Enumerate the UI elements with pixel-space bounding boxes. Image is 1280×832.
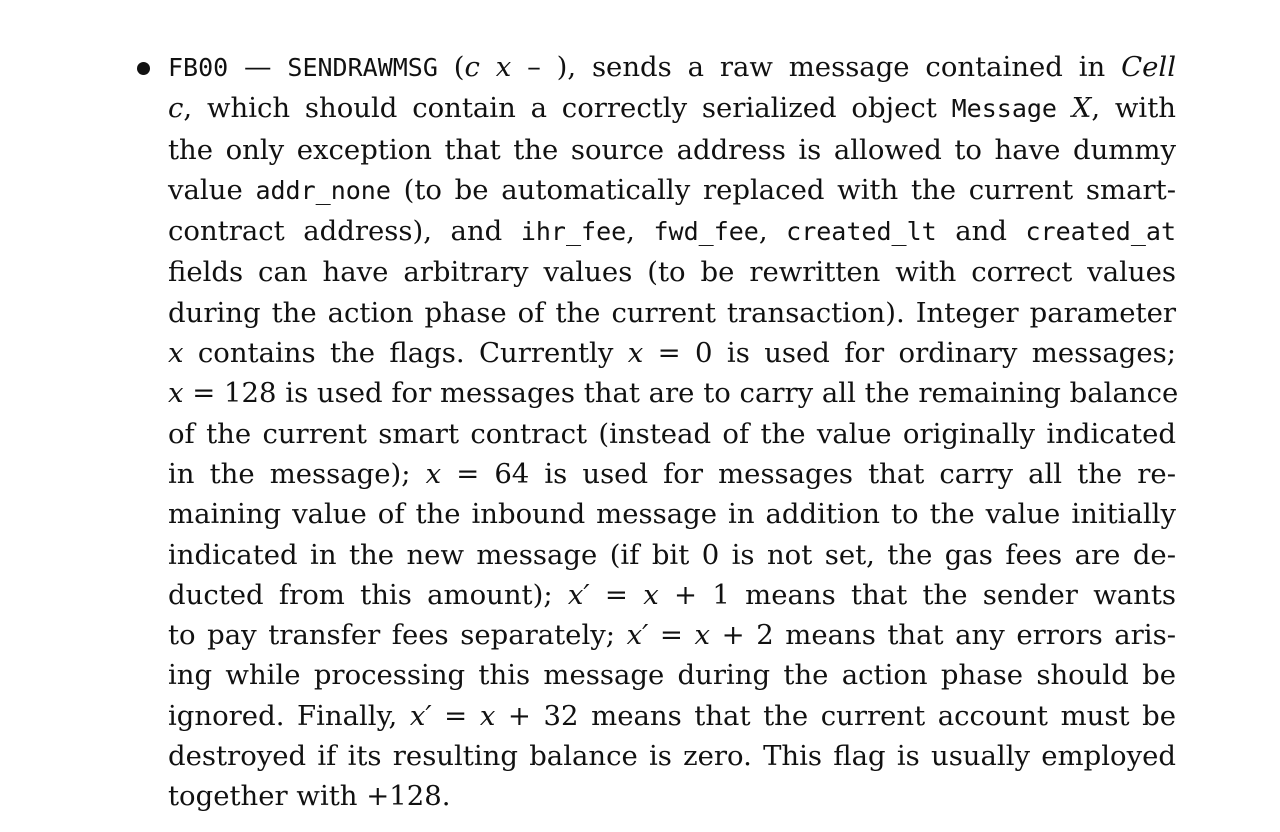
math-var: x bbox=[479, 699, 496, 732]
text-run: = 128 is used for messages that are to carry all the remaining balance bbox=[183, 377, 1179, 410]
math-var: x bbox=[495, 51, 512, 83]
text-line bbox=[168, 293, 1176, 333]
text-line bbox=[168, 776, 1176, 816]
text-line bbox=[168, 575, 1176, 615]
text-run: maining value of the inbound message in addition to the value initially bbox=[168, 498, 1176, 531]
text-line bbox=[168, 130, 1176, 170]
text-run: = bbox=[589, 578, 644, 611]
text-line bbox=[168, 615, 1176, 655]
text-line bbox=[168, 736, 1176, 776]
text-line bbox=[168, 333, 1176, 373]
code-term: ihr_fee bbox=[520, 217, 627, 247]
instruction-description bbox=[168, 47, 1179, 817]
text-run: = bbox=[431, 699, 480, 732]
text-line bbox=[168, 373, 1179, 413]
text-run: ( bbox=[437, 51, 465, 83]
text-run: , bbox=[626, 215, 654, 248]
math-var: x bbox=[168, 377, 184, 410]
code-term: Message bbox=[951, 94, 1057, 124]
text-line bbox=[168, 88, 1176, 129]
text-run: + 1 means that the sender wants bbox=[658, 578, 1177, 611]
text-run: + 2 means that any errors aris- bbox=[710, 619, 1176, 652]
text-run: (to be automatically replaced with the current smart- bbox=[390, 173, 1176, 206]
math-var: c bbox=[464, 51, 480, 83]
text-run bbox=[1057, 92, 1072, 124]
math-var: x′ bbox=[626, 619, 649, 652]
math-var: c bbox=[168, 92, 184, 125]
text-run: , bbox=[758, 215, 787, 248]
text-line bbox=[168, 252, 1176, 292]
text-run: ducted from this amount); bbox=[168, 578, 568, 611]
text-run: – ), sends a raw message contained in bbox=[511, 51, 1122, 83]
em-dash: — bbox=[228, 51, 288, 83]
text-run: of the current smart contract (instead of the value originally indicated bbox=[168, 417, 1176, 450]
text-line bbox=[168, 211, 1176, 252]
text-line bbox=[168, 494, 1176, 534]
text-run: and bbox=[936, 215, 1026, 248]
text-run: the only exception that the source address is allowed to have dummy bbox=[168, 133, 1176, 166]
text-line bbox=[168, 47, 1176, 88]
bullet-point bbox=[137, 62, 150, 75]
text-run: contract address), and bbox=[168, 215, 521, 248]
math-var: x bbox=[425, 457, 442, 490]
text-run: , which should contain a correctly serialized object bbox=[183, 92, 952, 125]
text-run: + 32 means that the current account must be bbox=[495, 699, 1176, 732]
text-run bbox=[480, 51, 496, 83]
text-line bbox=[168, 414, 1176, 454]
text-run: = 64 is used for messages that carry all the re- bbox=[441, 457, 1176, 490]
math-var: x bbox=[643, 578, 659, 611]
code-term: addr_none bbox=[255, 175, 391, 205]
opcode: FB00 bbox=[168, 53, 229, 82]
math-var: x′ bbox=[409, 699, 432, 732]
math-var: x bbox=[627, 337, 644, 370]
code-term: created_at bbox=[1025, 217, 1177, 247]
math-var: x bbox=[694, 619, 711, 652]
text-run: together with +128. bbox=[168, 780, 451, 813]
code-term: created_lt bbox=[786, 217, 937, 247]
text-run: , with bbox=[1091, 92, 1176, 125]
text-run: = 0 is used for ordinary messages; bbox=[643, 337, 1176, 370]
text-run: ing while processing this message during the action phase should be bbox=[168, 659, 1176, 692]
text-run: during the action phase of the current transaction). Integer parameter bbox=[168, 296, 1176, 329]
text-run: ignored. Finally, bbox=[168, 699, 410, 732]
text-run: fields can have arbitrary values (to be rewritten with correct values bbox=[168, 256, 1176, 289]
text-run: contains the flags. Currently bbox=[183, 337, 628, 370]
text-run: indicated in the new message (if bit 0 is not set, the gas fees are de- bbox=[168, 538, 1176, 571]
text-run: = bbox=[648, 619, 695, 652]
text-run: value bbox=[168, 173, 256, 206]
text-line bbox=[168, 454, 1176, 494]
text-line bbox=[168, 655, 1176, 695]
text-line bbox=[168, 170, 1176, 211]
text-run: in the message); bbox=[168, 457, 426, 490]
math-var: X bbox=[1071, 92, 1092, 125]
text-line bbox=[168, 696, 1176, 736]
text-line bbox=[168, 535, 1176, 575]
text-run: to pay transfer fees separately; bbox=[168, 619, 627, 652]
math-var: x bbox=[168, 337, 184, 370]
code-term: fwd_fee bbox=[653, 217, 759, 247]
instruction-name: SENDRAWMSG bbox=[287, 53, 438, 82]
text-run: destroyed if its resulting balance is zero. This flag is usually employed bbox=[168, 740, 1176, 773]
type-name: Cell bbox=[1121, 51, 1176, 83]
math-var: x′ bbox=[567, 578, 590, 611]
